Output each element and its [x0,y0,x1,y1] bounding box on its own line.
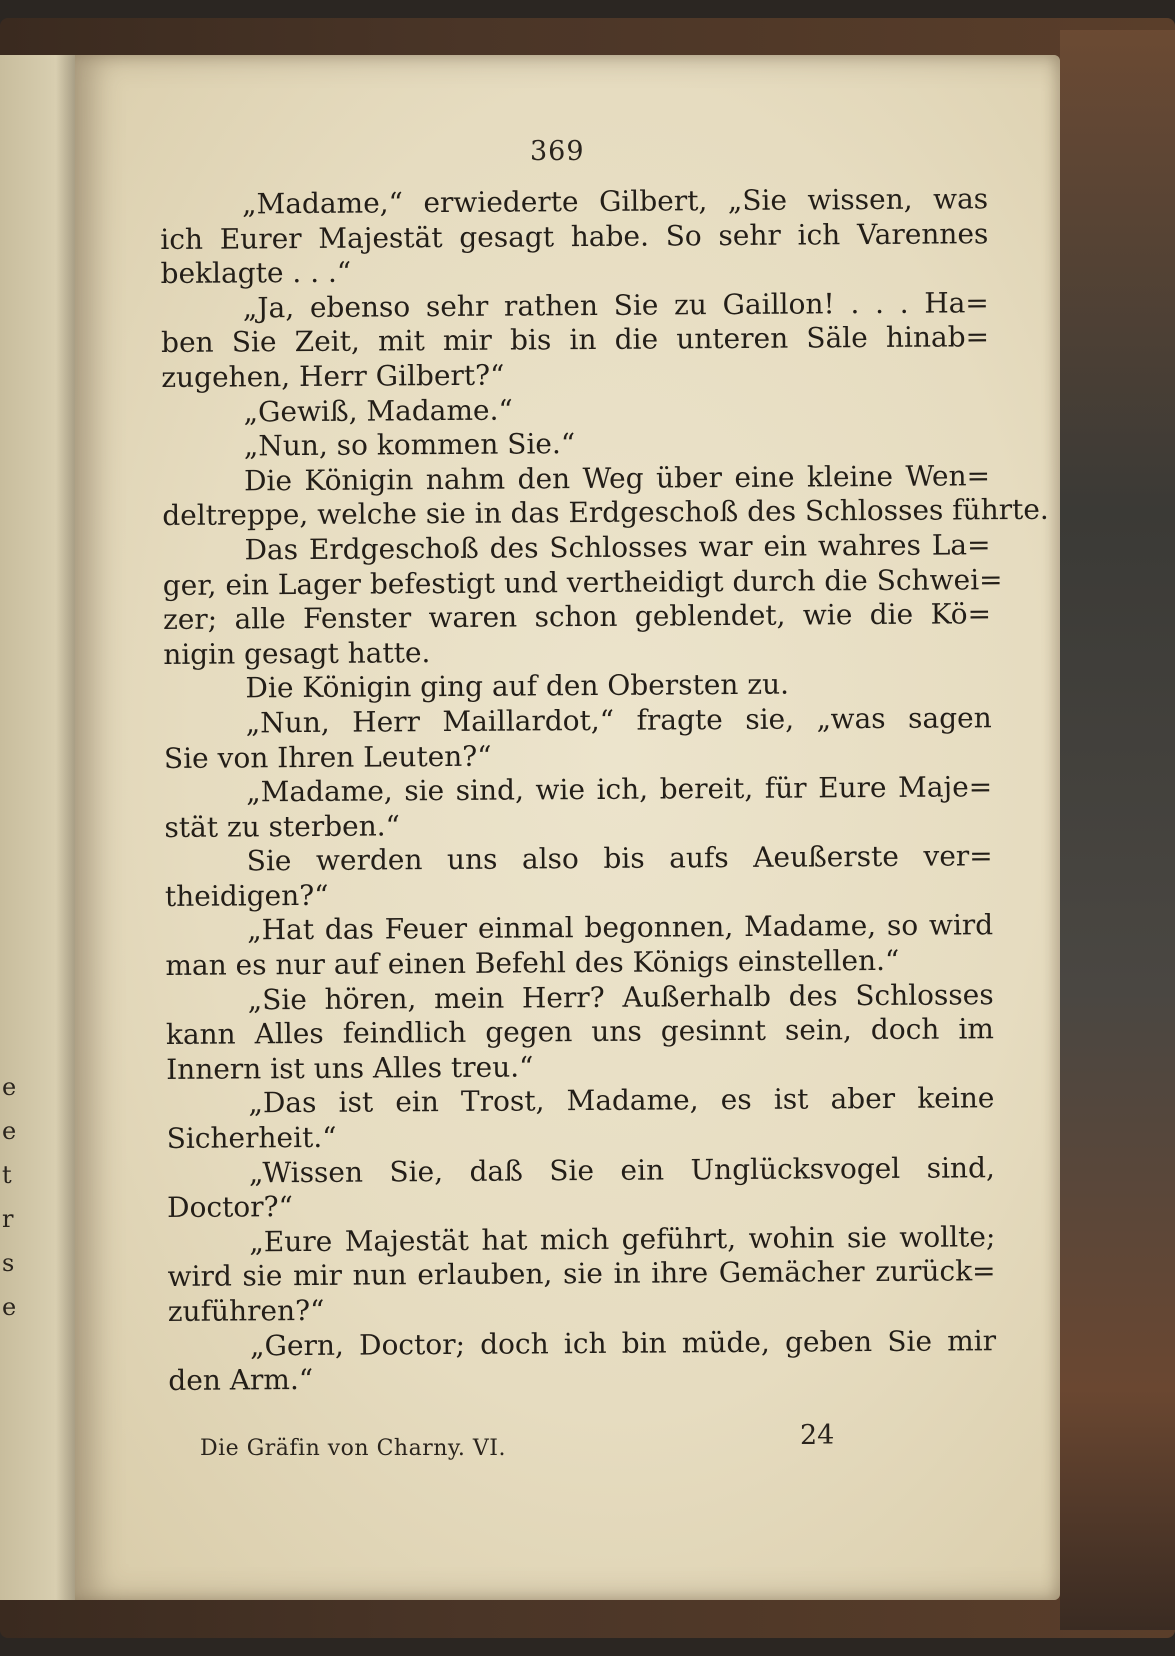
text-line: „Wissen Sie, daß Sie ein Unglücksvogel sind, [248,1150,995,1190]
text-line: „Nun, Herr Maillardot,“ fragte sie, „was sagen [245,701,992,740]
text-line: deltreppe, welche sie in das Erdgeschoß des Schlosses führte. [162,493,1049,533]
text-line: Innern ist uns Alles treu.“ [166,1050,534,1086]
footer-book-title: Die Gräfin von Charny. VI. [200,1436,506,1461]
text-line: Die Königin nahm den Weg über eine kleine Wen= [243,458,991,498]
body-text [160,182,1049,1399]
left-page-margin-letters [2,1065,18,1329]
margin-letter: e [2,1073,17,1101]
margin-letter: e [2,1293,17,1321]
text-line: Das Erdgeschoß des Schlosses war ein wahres La= [244,528,991,567]
text-line: Doctor?“ [167,1190,294,1225]
text-line: nigin gesagt hatte. [163,635,431,671]
text-line: „Das ist ein Trost, Madame, es ist aber keine [248,1081,995,1120]
margin-letter: r [2,1205,14,1233]
text-line: stät zu sterben.“ [164,809,401,844]
margin-letter: t [2,1161,12,1189]
text-line: wird sie mir nun erlauben, sie in ihre Gemächer zurück= [167,1254,996,1294]
text-line: Sie werden uns also bis aufs Aeußerste ver= [246,839,993,878]
text-line: beklagte . . .“ [160,255,352,291]
left-facing-page [0,55,80,1600]
text-line: „Gern, Doctor; doch ich bin müde, geben Sie mir [249,1323,997,1362]
text-line: kann Alles feindlich gegen uns gesinnt sein, doch im [165,1012,995,1052]
text-line: „Hat das Feuer einmal begonnen, Madame, so wird [247,908,994,947]
text-line: „Eure Majestät hat mich geführt, wohin sie wollte; [249,1220,996,1259]
text-line: man es nur auf einen Befehl des Königs einstellen.“ [165,943,900,983]
margin-letter: s [2,1249,15,1277]
book-cover-edge [1060,30,1175,1630]
text-line: zuführen?“ [167,1293,325,1328]
text-line: Die Königin ging auf den Obersten zu. [245,667,790,705]
text-line: zugehen, Herr Gilbert?“ [161,358,505,394]
text-line: Sie von Ihren Leuten?“ [163,739,492,775]
text-line: zer; alle Fenster waren schon geblendet, wie die Kö= [162,597,992,637]
text-line: ben Sie Zeit, mit mir bis in die unteren Säle hinab= [160,320,990,360]
text-line: „Sie hören, mein Herr? Außerhalb des Schlosses [247,977,994,1017]
text-line: „Gewiß, Madame.“ [243,393,513,428]
text-line: „Madame, sie sind, wie ich, bereit, für Eure Maje= [246,770,993,809]
text-line: ger, ein Lager befestigt und vertheidigt durch die Schwei= [162,562,1003,602]
text-line: „Nun, so kommen Sie.“ [243,427,576,463]
text-line: den Arm.“ [168,1363,314,1398]
footer-signature-mark: 24 [800,1420,835,1451]
text-line: ich Eurer Majestät gesagt habe. So sehr ich Varennes [160,216,989,256]
margin-letter: e [2,1117,17,1145]
text-line: „Madame,“ erwiederte Gilbert, „Sie wissen, was [241,182,989,221]
text-line: „Ja, ebenso sehr rathen Sie zu Gaillon! . . . Ha= [242,285,989,325]
text-line: Sicherheit.“ [166,1120,337,1156]
page-number: 369 [530,136,585,167]
text-line: theidigen?“ [164,878,329,913]
